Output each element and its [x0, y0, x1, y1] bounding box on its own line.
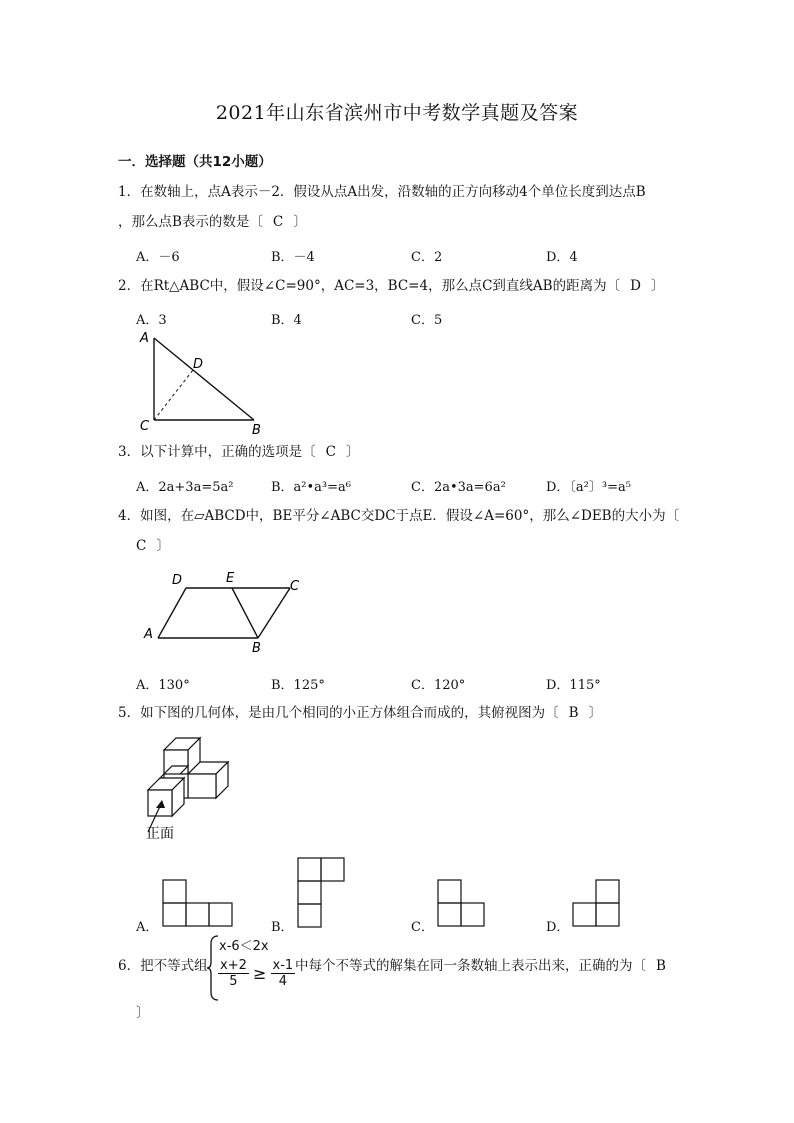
- q3-answer: C: [325, 444, 336, 460]
- label-d: D: [193, 357, 204, 372]
- q3-option-b: B．a²•a³=a⁶: [271, 480, 351, 495]
- label-b: B: [252, 423, 261, 438]
- q4-line1: 4．如图，在▱ABCD中，BE平分∠ABC交DC于点E．假设∠A=60°，那么∠DEB的大小为〔: [118, 508, 680, 524]
- q5-option-b-view: [297, 856, 347, 928]
- q5-cube-solid: [140, 738, 250, 848]
- q3-option-d: D．〔a²〕³=a⁵: [546, 480, 631, 495]
- q6-close: 〕: [136, 1005, 150, 1021]
- altitude-cd: [154, 370, 193, 420]
- label-a: A: [140, 331, 149, 346]
- side-ad: [158, 588, 186, 638]
- q2-stem-line: [118, 276, 664, 296]
- q3-stem: 3．以下计算中，正确的选项是〔: [118, 444, 316, 460]
- section-heading: 一．选择题（共12小题）: [118, 154, 272, 170]
- label-b: B: [252, 641, 261, 656]
- q6-stem-post: 中每个不等式的解集在同一条数轴上表示出来，正确的为〔: [295, 958, 646, 974]
- q3-stem-line: [118, 442, 359, 462]
- q1-option-d: D．4: [546, 250, 578, 265]
- q4-line2: [118, 536, 170, 556]
- q4-option-c: C．120°: [411, 678, 466, 693]
- inequality-1: x-6＜2x: [219, 939, 269, 954]
- q5-option-c-view: [437, 878, 487, 928]
- page-title: 2021年山东省滨州市中考数学真题及答案: [215, 102, 579, 124]
- side-cb: [258, 588, 290, 638]
- q1-option-a: A．－6: [136, 250, 180, 265]
- q4-answer: C: [136, 538, 147, 554]
- q3-option-a: A．2a+3a=5a²: [136, 480, 234, 495]
- q4-option-a: A．130°: [136, 678, 190, 693]
- q2-stem: 2．在Rt△ABC中，假设∠C=90°，AC=3，BC=4，那么点C到直线AB的距离为〔: [118, 278, 621, 294]
- q5-option-d-view: [572, 878, 622, 928]
- q1-line2: [118, 212, 307, 232]
- front-label: 正面: [146, 826, 174, 842]
- q1-option-c: C．2: [411, 250, 443, 265]
- label-a: A: [144, 627, 153, 642]
- relation-sign: ≥: [253, 964, 267, 983]
- q2-close: 〕: [650, 278, 665, 294]
- q1-close: 〕: [293, 214, 307, 230]
- q1-answer: C: [272, 214, 284, 230]
- q2-option-b: B．4: [271, 313, 302, 328]
- fraction-right: $\frac{x-1}{4}$: [272, 958, 294, 989]
- q6-stem-continued: [295, 956, 676, 976]
- q5-answer: B: [568, 705, 579, 721]
- q6-stem: 6．把不等式组: [118, 958, 208, 974]
- cube-right-front: [188, 774, 216, 798]
- q3-close: 〕: [345, 444, 360, 460]
- q6-answer: B: [656, 958, 666, 974]
- inequality-2: [218, 958, 295, 989]
- label-c: C: [140, 419, 150, 434]
- q5-option-b-label: B．: [271, 920, 294, 935]
- q5-stem: 5．如下图的几何体，是由几个相同的小正方体组合而成的，其俯视图为〔: [118, 705, 559, 721]
- q2-triangle-figure: [130, 330, 280, 440]
- q5-option-d-label: D．: [546, 920, 570, 935]
- label-e: E: [226, 571, 235, 586]
- q1-stem: ，那么点B表示的数是〔: [118, 214, 263, 230]
- q4-option-b: B．125°: [271, 678, 325, 693]
- q3-option-c: C．2a•3a=6a²: [411, 480, 506, 495]
- triangle-side-ab: [154, 338, 254, 420]
- q1-line1: 1．在数轴上，点A表示－2．假设从点A出发，沿数轴的正方向移动4个单位长度到达点B: [118, 184, 646, 200]
- q5-close: 〕: [588, 705, 603, 721]
- q4-parallelogram-figure: [140, 570, 310, 655]
- q5-stem-line: [118, 703, 602, 723]
- segment-be: [232, 588, 258, 638]
- label-c: C: [290, 579, 300, 594]
- q5-option-c-label: C．: [411, 920, 434, 935]
- q1-option-b: B．－4: [271, 250, 315, 265]
- q2-answer: D: [630, 278, 641, 294]
- q2-option-a: A．3: [136, 313, 167, 328]
- label-d: D: [172, 573, 183, 588]
- fraction-left: $\frac{x+2}{5}$: [220, 958, 247, 989]
- q4-option-d: D．115°: [546, 678, 601, 693]
- q5-option-a-view: [162, 878, 234, 928]
- q2-option-c: C．5: [411, 313, 443, 328]
- q5-option-a-label: A．: [136, 920, 159, 935]
- q4-close: 〕: [156, 538, 170, 554]
